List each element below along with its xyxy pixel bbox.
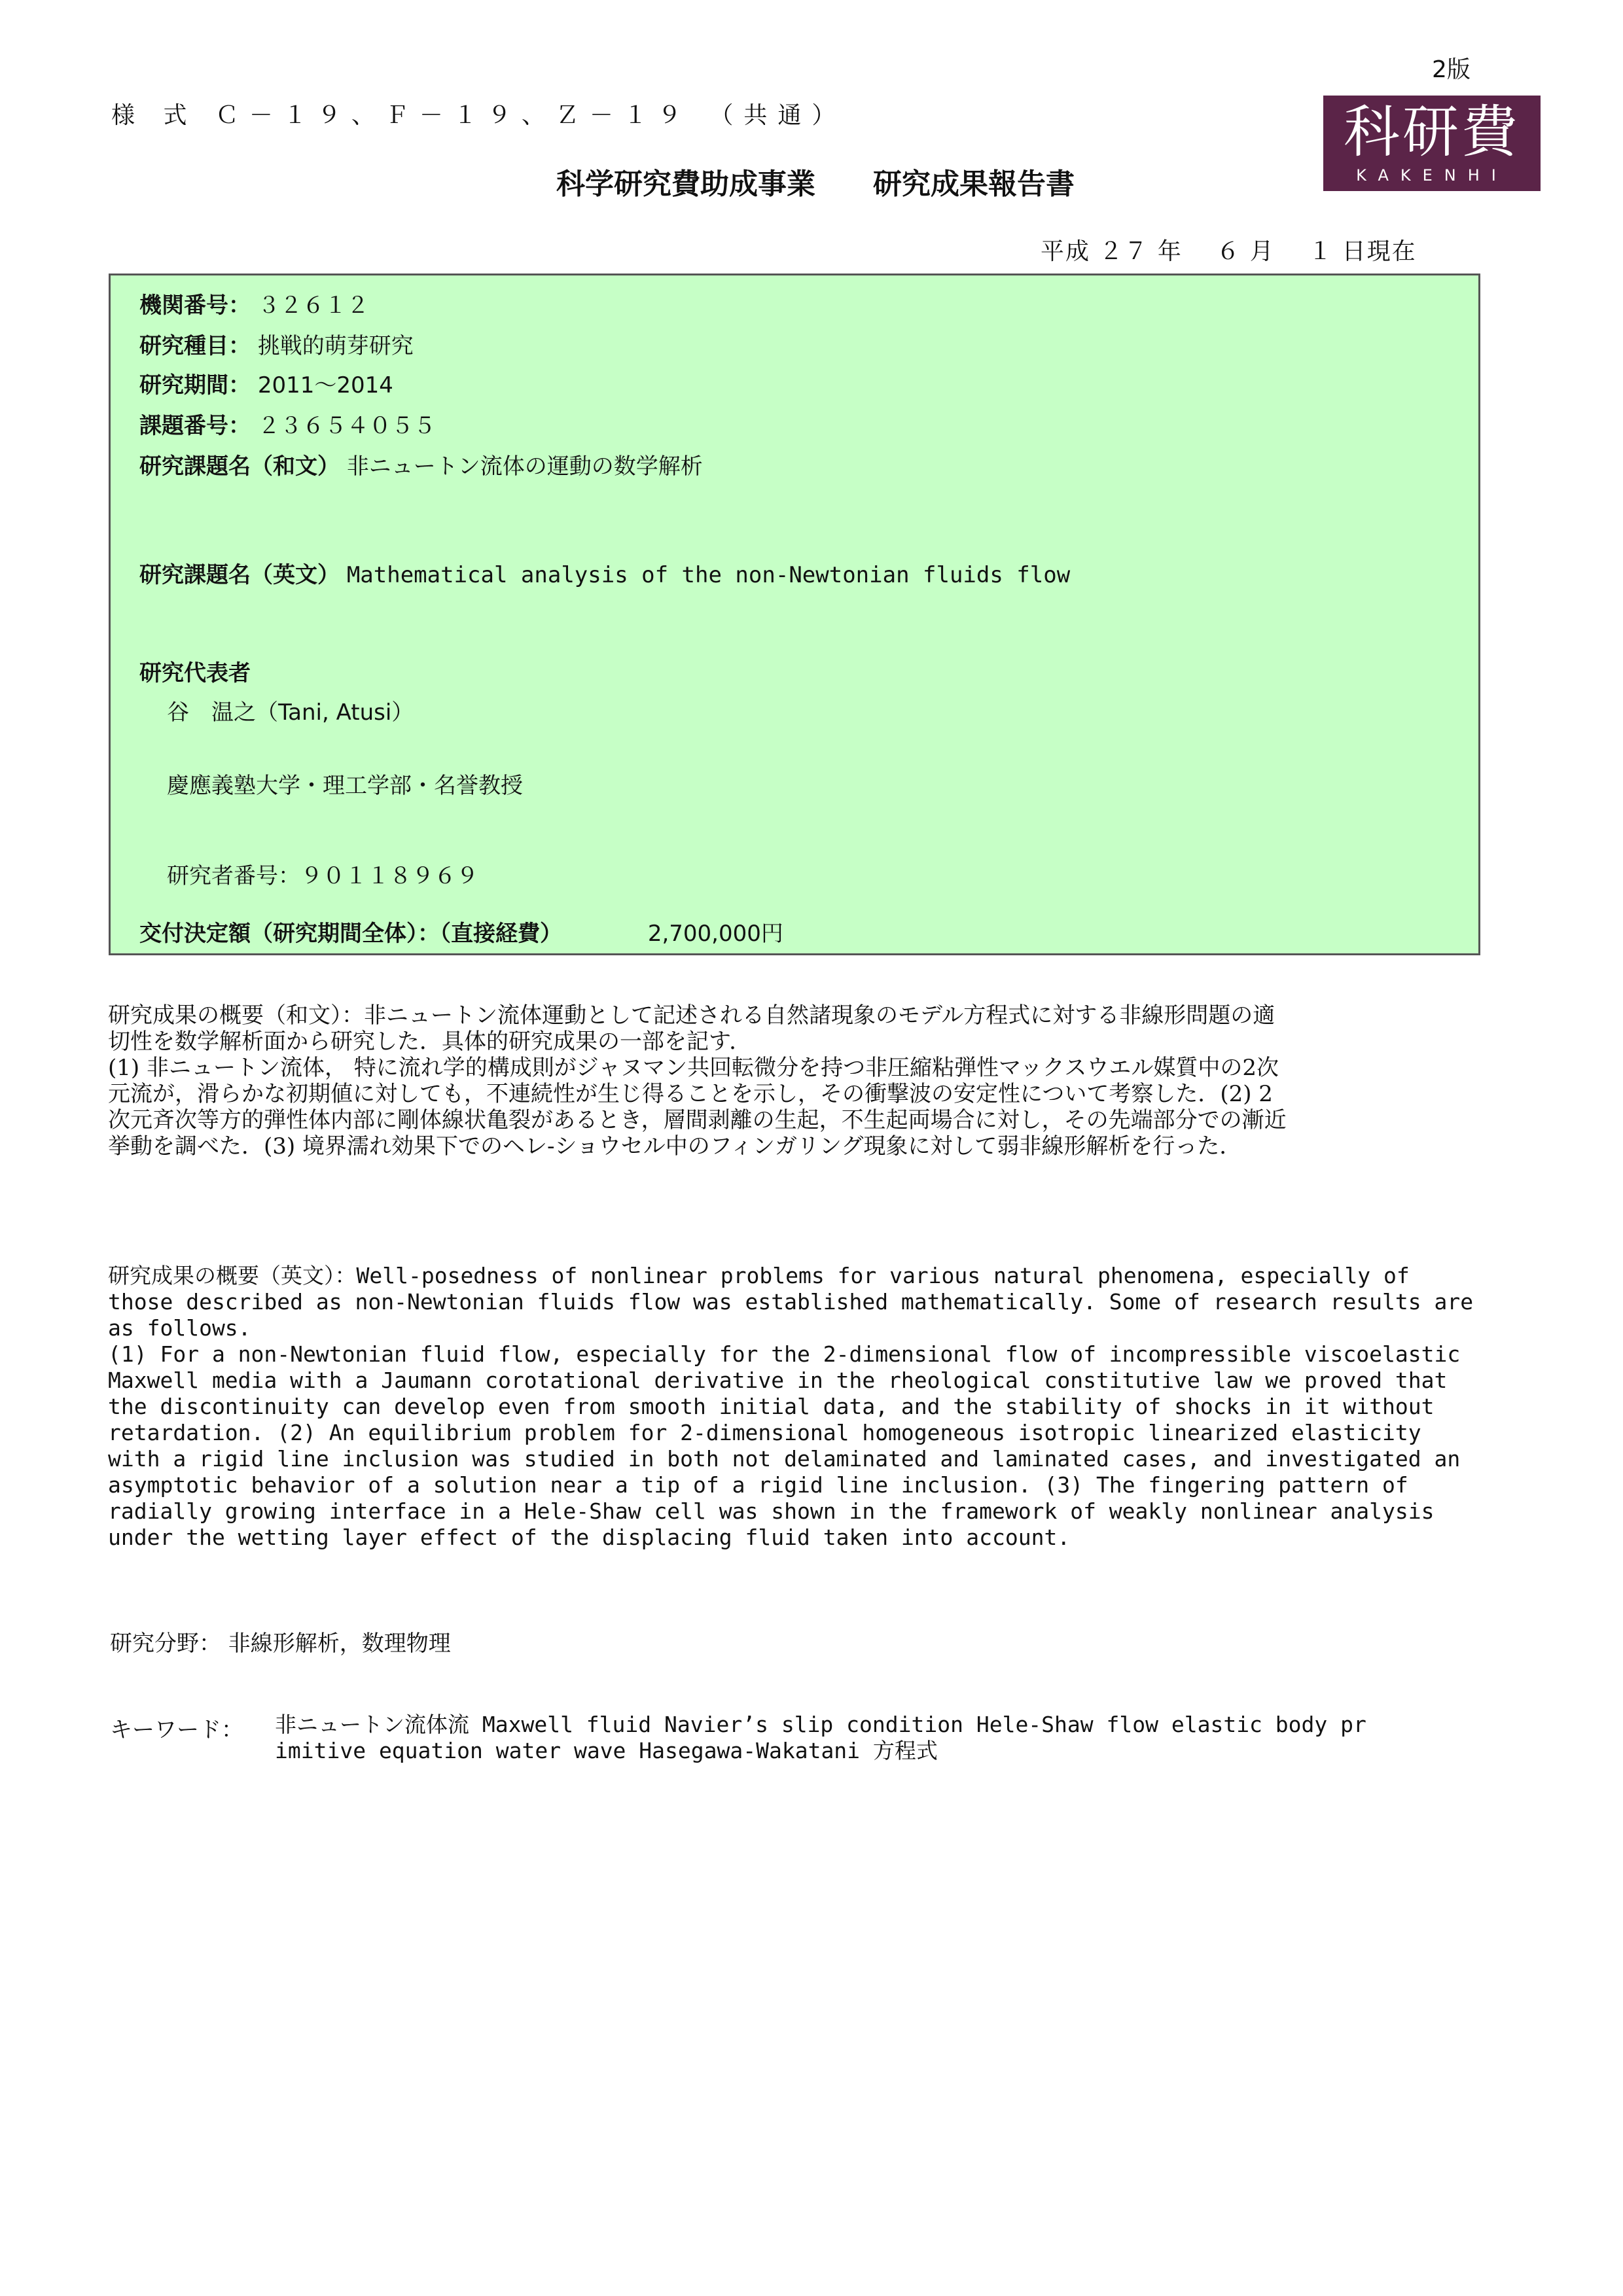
summary-en-line: asymptotic behavior of a solution near a tip of a rigid line inclusion. (3) The fingering pattern of (108, 1472, 1408, 1498)
project-number-value: ２３６５４０５５ (257, 413, 436, 439)
summary-en-line: Maxwell media with a Jaumann corotational derivative in the rheological constitutive law we proved that (108, 1368, 1448, 1393)
kakenhi-logo (1323, 96, 1541, 191)
category-label: 研究種目： (139, 333, 251, 359)
summary-en-line: 研究成果の概要（英文）：Well-posedness of nonlinear problems for various natural phenomena, especially of (108, 1263, 1410, 1288)
title-en-label: 研究課題名（英文） (139, 562, 340, 588)
category-row (139, 328, 414, 360)
logo-roman: KAKENHI (1356, 166, 1508, 185)
summary-en-line: as follows. (108, 1315, 251, 1341)
researcher-number: 研究者番号：９０１１８９６９ (167, 863, 478, 889)
period-value: 2011～2014 (257, 372, 393, 398)
summary-ja-line: 元流が，滑らかな初期値に対しても，不連続性が生じ得ることを示し，その衝撃波の安定性について考察した．(2) 2 (108, 1081, 1273, 1107)
logo-kanji: 科研費 (1344, 99, 1520, 165)
summary-en-line: the discontinuity can develop even from smooth initial data, and the stability of shocks in it without (108, 1394, 1435, 1419)
keywords-line: imitive equation water wave Hasegawa-Wakatani 方程式 (275, 1738, 938, 1763)
institution-label: 機関番号： (139, 292, 251, 319)
grant-row (139, 915, 783, 947)
keywords (275, 1712, 1366, 1764)
title-en-value: Mathematical analysis of the non-Newtonian fluids flow (346, 562, 1071, 588)
category-value: 挑戦的萌芽研究 (257, 333, 414, 359)
summary-ja-line: 研究成果の概要（和文）：非ニュートン流体運動として記述される自然諸現象のモデル方程式に対する非線形問題の適 (108, 1002, 1275, 1029)
summary-en-line: under the wetting layer effect of the displacing fluid taken into account. (108, 1525, 1071, 1550)
title-ja-label: 研究課題名（和文） (139, 453, 340, 480)
period-row (139, 367, 393, 399)
summary-ja-line: 切性を数学解析面から研究した．具体的研究成果の一部を記す． (108, 1029, 752, 1055)
keywords-line: 非ニュートン流体流 Maxwell fluid Navier’s slip condition Hele-Shaw flow elastic body pr (275, 1712, 1366, 1737)
research-field: 研究分野： 非線形解析，数理物理 (110, 1631, 451, 1657)
summary-en-line: (1) For a non-Newtonian fluid flow, especially for the 2-dimensional flow of incompressible viscoelastic (108, 1341, 1461, 1367)
representative-label: 研究代表者 (139, 660, 251, 686)
project-number-row (139, 408, 436, 440)
grant-label: 交付決定額（研究期間全体）：（直接経費） (139, 921, 562, 947)
summary-en-line: radially growing interface in a Hele-Shaw cell was shown in the framework of weakly nonlinear analysis (108, 1498, 1435, 1524)
summary-en (108, 1263, 1489, 1551)
document-title: 科学研究費助成事業 研究成果報告書 (556, 168, 1075, 201)
as-of-date: 平成 ２７ 年 ６ 月 １ 日現在 (1041, 238, 1417, 265)
summary-ja (108, 1002, 1489, 1159)
keywords-label: キーワード： (110, 1717, 243, 1743)
institution-value: ３２６１２ (257, 292, 369, 319)
summary-ja-line: 次元斉次等方的弾性体内部に剛体線状亀裂があるとき，層間剥離の生起，不生起両場合に対し，その先端部分での漸近 (108, 1107, 1287, 1133)
institution-row (139, 287, 369, 319)
summary-ja-line: 挙動を調べた．(3) 境界濡れ効果下でのヘレ-ショウセル中のフィンガリング現象に対して弱非線形解析を行った． (108, 1133, 1242, 1159)
representative-row (139, 655, 251, 687)
project-info-box (109, 274, 1480, 955)
title-ja-row (139, 448, 703, 480)
project-number-label: 課題番号： (139, 413, 251, 439)
period-label: 研究期間： (139, 372, 251, 398)
title-ja-value: 非ニュートン流体の運動の数学解析 (346, 453, 703, 480)
grant-value: 2,700,000円 (647, 921, 783, 947)
summary-ja-line: (1) 非ニュートン流体， 特に流れ学的構成則がジャヌマン共回転微分を持つ非圧縮粘弾性マックスウエル媒質中の2次 (108, 1055, 1279, 1081)
representative-name: 谷 温之（Tani, Atusi） (167, 699, 414, 726)
title-en-row (139, 557, 1070, 589)
affiliation: 慶應義塾大学・理工学部・名誉教授 (167, 773, 523, 799)
summary-en-line: with a rigid line inclusion was studied in both not delaminated and laminated cases, and investigated an (108, 1446, 1461, 1472)
edition-label: 2版 (1432, 56, 1471, 83)
form-code: 様 式 Ｃ－１９、Ｆ－１９、Ｚ－１９ （共通） (111, 102, 846, 129)
summary-en-line: those described as non-Newtonian fluids flow was established mathematically. Some of research results are (108, 1289, 1474, 1315)
summary-en-line: retardation. (2) An equilibrium problem for 2-dimensional homogeneous isotropic linearized elasticity (108, 1420, 1421, 1445)
